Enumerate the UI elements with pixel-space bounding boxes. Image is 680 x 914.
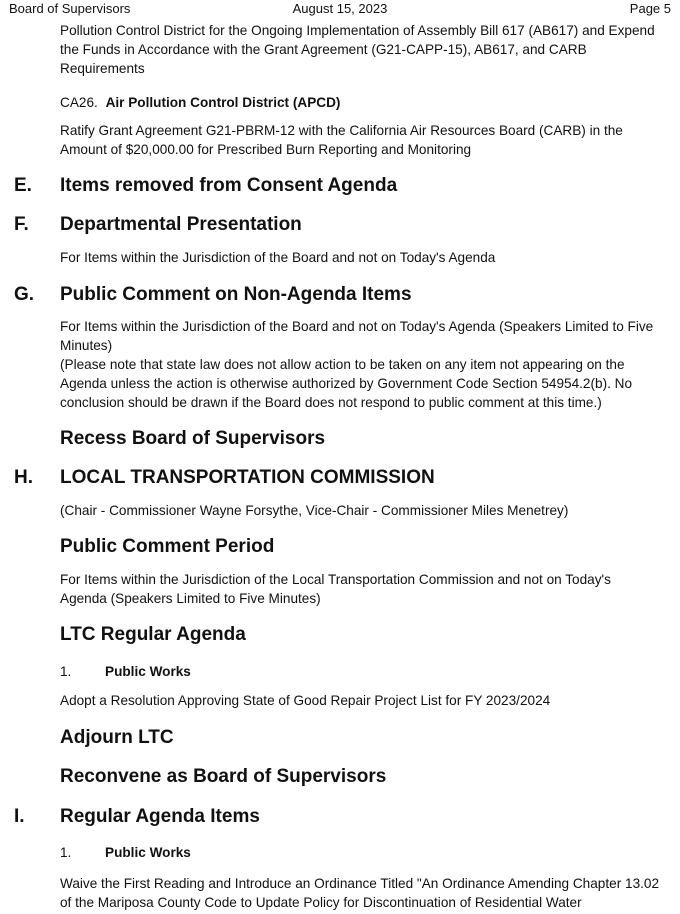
public-comment-period-text: For Items within the Jurisdiction of the Local Transportation Commission and not on Today's Agenda (Speakers Limited to Five Minutes) (60, 572, 611, 606)
ltc-regular-agenda-heading: LTC Regular Agenda (60, 624, 246, 645)
ca26-heading (60, 93, 340, 112)
section-g-title: Public Comment on Non-Agenda Items (60, 284, 412, 305)
section-h-letter: H. (14, 467, 33, 488)
ca25-continued-text: Pollution Control District for the Ongoing Implementation of Assembly Bill 617 (AB617) and Expend the Funds in Accordance with the Grant Agreement (G21-CAPP-15), AB617, and CARB Requirements (60, 23, 655, 76)
public-comment-period-heading: Public Comment Period (60, 536, 275, 557)
section-g-note: (Please note that state law does not allow action to be taken on any item not appearing on the Agenda unless the action is otherwise authorized by Government Code Section 54954.2(b). No conclusion should be drawn if the Board does not respond to public comment at this time.) (60, 357, 633, 410)
ca26-text: Ratify Grant Agreement G21-PBRM-12 with the California Air Resources Board (CARB) in the Amount of $20,000.00 for Prescribed Burn Reporting and Monitoring (60, 123, 623, 157)
recess-heading: Recess Board of Supervisors (60, 428, 326, 449)
reconvene-heading: Reconvene as Board of Supervisors (60, 766, 387, 787)
section-f-letter: F. (14, 214, 29, 235)
ltc-item-title: Public Works (105, 664, 191, 679)
section-h-text: (Chair - Commissioner Wayne Forsythe, Vice-Chair - Commissioner Miles Menetrey) (60, 503, 569, 518)
header-date: August 15, 2023 (292, 1, 388, 16)
section-g-text: For Items within the Jurisdiction of the Board and not on Today's Agenda (Speakers Limited to Five Minutes) (60, 319, 654, 353)
header-page-number: Page 5 (629, 1, 671, 16)
section-i-item-title: Public Works (105, 845, 191, 860)
section-i-title: Regular Agenda Items (60, 806, 260, 827)
section-h-title: LOCAL TRANSPORTATION COMMISSION (60, 467, 435, 488)
ltc-item-number: 1. (60, 664, 72, 679)
section-f-title: Departmental Presentation (60, 214, 302, 235)
section-e-title: Items removed from Consent Agenda (60, 175, 398, 196)
section-g-letter: G. (14, 284, 35, 305)
ltc-item-text: Adopt a Resolution Approving State of Good Repair Project List for FY 2023/2024 (60, 693, 551, 708)
section-i-item-text: Waive the First Reading and Introduce an Ordinance Titled "An Ordinance Amending Chapter 13.02 of the Mariposa County Code to Update Policy for Discontinuation of Residential Water (60, 876, 660, 910)
adjourn-heading: Adjourn LTC (60, 727, 174, 748)
header-board-name: Board of Supervisors (9, 1, 131, 16)
section-f-text: For Items within the Jurisdiction of the Board and not on Today's Agenda (60, 250, 496, 265)
ca26-number: CA26. (60, 95, 98, 110)
section-i-item-number: 1. (60, 845, 72, 860)
section-i-letter: I. (14, 806, 25, 827)
ca26-department: Air Pollution Control District (APCD) (105, 95, 341, 110)
section-e-letter: E. (14, 175, 32, 196)
